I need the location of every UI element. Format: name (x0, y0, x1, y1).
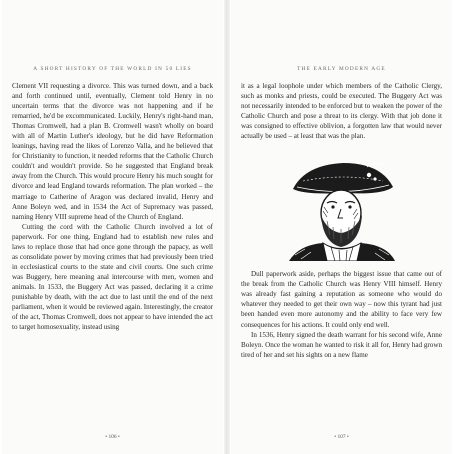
running-head-left: A SHORT HISTORY OF THE WORLD IN 50 LIES (33, 66, 192, 72)
left-page-text (12, 81, 213, 332)
paragraph: In 1536, Henry signed the death warrant for his second wife, Anne Boleyn. Once the woman he wanted to risk it all for, Henry had grown tired of her and set his sights on a new flame (241, 330, 442, 359)
paragraph: Dull paperwork aside, perhaps the biggest issue that came out of the break from the Catholic Church was Henry VIII himself. Henry was already fast gaining a reputation as someone who would do whatever they needed to get their own way – now this tyrant had just been handed even more autonomy and the ability to face very few consequences for his actions. It could only end well. (241, 270, 442, 329)
running-head-right: THE EARLY MODERN AGE (297, 66, 386, 72)
left-page (2, 0, 223, 454)
page-number-right: • 107 • (334, 434, 349, 440)
right-page (231, 0, 452, 454)
paragraph: Cutting the cord with the Catholic Church involved a lot of paperwork. For one thing, England had to establish new rules and laws to replace those that had once gone through the papacy, as well as consolidate power by moving crimes that had previously been tried in ecclesiastical courts to the state and civil courts. One such crime was Buggery, here meaning anal intercourse with men, women and animals. In 1533, the Buggery Act was passed, declaring it a crime punishable by death, with the act due to last until the end of the next parliament, when it would be reviewed again. Interestingly, the creator of the act, Thomas Cromwell, does not appear to have intended the act to target homosexuality, instead using (12, 222, 213, 332)
paragraph: it as a legal loophole under which members of the Catholic Clergy, such as monks and priests, could be executed. The Buggery Act was not necessarily intended to be enforced but to weaken the power of the Catholic Church and pose a threat to its clergy. With that job done it was consigned to effective oblivion, a forgotten law that would never actually be used – at least that was the plan. (241, 82, 442, 141)
page-number-left: • 106 • (105, 434, 120, 440)
book-gutter (224, 0, 230, 454)
henry-viii-portrait-icon (283, 151, 401, 261)
right-page-text (241, 81, 442, 360)
paragraph: Clement VII requesting a divorce. This was turned down, and a back and forth continued until, eventually, Clement told Henry in no uncertain terms that the divorce was not happening and if he remarried, he'd be excommunicated. Luckily, Henry's right-hand man, Thomas Cromwell, had a plan B. Cromwell wasn't wholly on board with all of Martin Luther's ideology, but he did have Reformation leanings, having read the likes of Lorenzo Valla, and he believed that for Christianity to function, it needed reforms that the Catholic Church couldn't and wouldn't provide. So he suggested that England break away from the Church. This would procure Henry his much sought for divorce and lead England towards reformation. The plan worked – the marriage to Catherine of Aragon was declared invalid, Henry and Anne Boleyn wed, and in 1534 the Act of Supremacy was passed, naming Henry VIII supreme head of the Church of England. (12, 82, 213, 221)
